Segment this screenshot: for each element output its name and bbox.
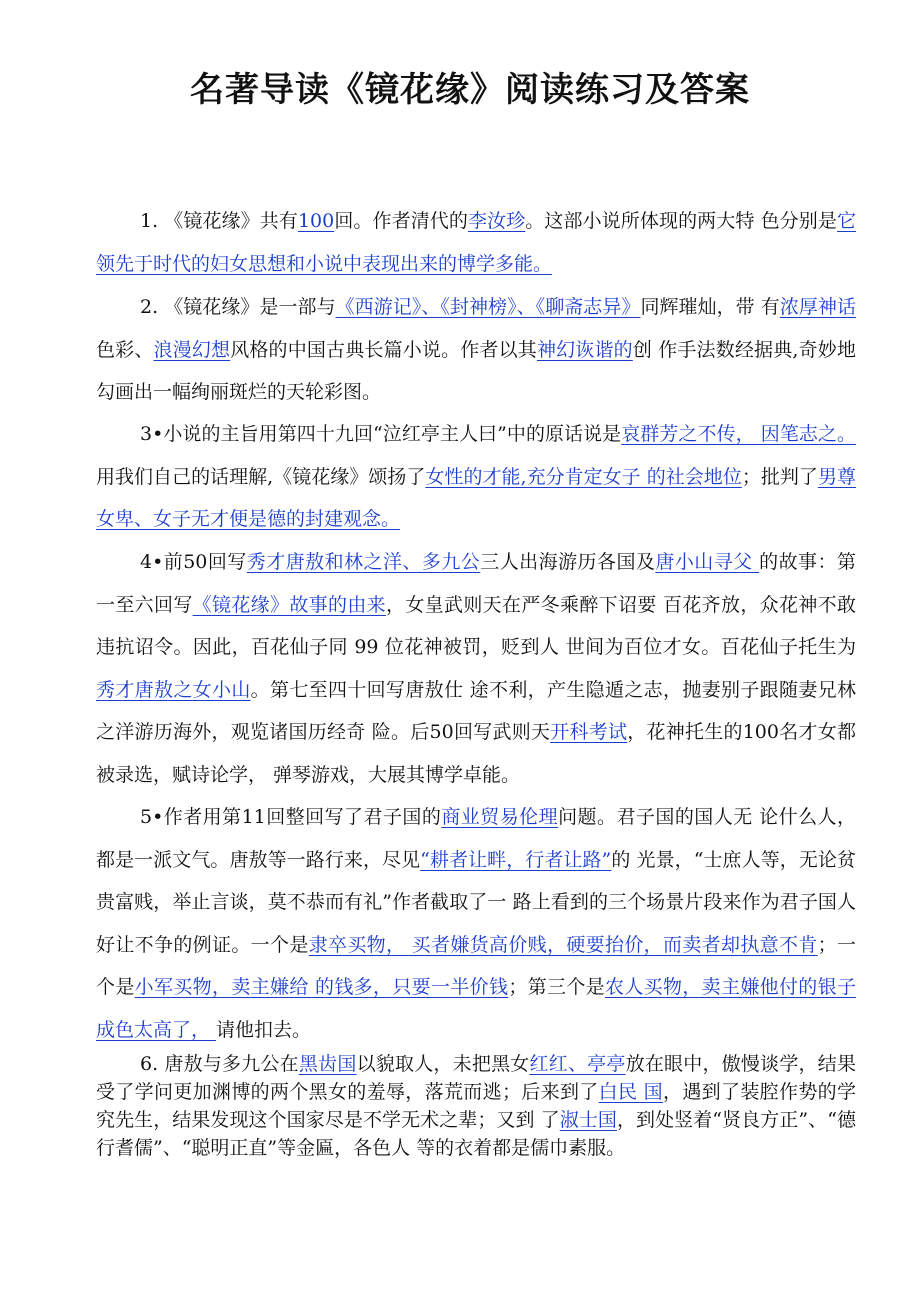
answer-text: 浓厚神话 — [779, 296, 856, 318]
answer-text: 神幻诙谐的 — [536, 338, 633, 361]
question-text: 用我们自己的话理解,《镜花缘》颂扬了 — [96, 465, 426, 488]
answer-text: 男尊女卑、女子无才便是德的封建观念。 — [96, 465, 856, 530]
question-text: ，到处竖着“贤良方正”、“德行耆儒”、“聪明正直”等金匾，各色人 等的衣着都是儒巾素服。 — [96, 1109, 856, 1159]
question-text: 6. 唐敖与多九公在 — [140, 1053, 299, 1075]
question-text: ，遇到了装腔作势的学究先生，结果发现这个国家尽是不学无术之辈；又到 了 — [96, 1081, 856, 1131]
question-text: 三人出海游历各国及 — [480, 551, 656, 573]
question-text: 的 光景，“士庶人等，无论贫贵富贱，举止言谈，莫不恭而有礼”作者截取了一 路上看到的三个场景片段来作为君子国人好让不争的例证。一个是 — [96, 848, 856, 956]
answer-text: 隶卒买物， 买者嫌货高价贱，硬要抬价，而卖者却执意不肯 — [308, 933, 818, 956]
question-text: ；一个是 — [96, 933, 856, 998]
answer-text: 李汝珍 — [468, 210, 526, 232]
question-text: 5•作者用第11回整回写了君子国的 — [140, 806, 442, 828]
answer-text: 农人买物，卖主嫌他付的银子成色太高了， — [96, 976, 856, 1041]
question-text: 风格的中国古典长篇小说。作者以其 — [230, 338, 537, 361]
answer-text: 《镜花缘》故事的由来 — [192, 593, 386, 616]
answer-text: 唐小山寻父 — [655, 551, 760, 573]
question-text: 放在眼中，傲慢谈学，结果受了学问更加渊博的两个黑女的羞辱，落荒而逃；后来到了 — [96, 1053, 856, 1103]
answer-text: 秀才唐敖和林之洋、多九公 — [246, 551, 481, 573]
question-text: ，花神托生的100名才女都被录选，赋诗论学， 弹琴游戏，大展其博学卓能。 — [96, 721, 856, 786]
answer-text: 秀才唐敖之女小山 — [96, 678, 251, 701]
answer-text: 《西游记》、《封神榜》、《聊斋志异》 — [335, 296, 641, 318]
question-text: 3•小说的主旨用第四十九回“泣红亭主人曰”中的原话说是 — [140, 423, 622, 445]
answer-text: “耕者让畔，行者让路” — [420, 848, 612, 871]
question-text: ，女皇武则天在严冬乘醉下诏要 百花齐放，众花神不敢违抗诏令。因此，百花仙子同 99 位花神被罚，贬到人 世间为百位才女。百花仙子托生为 — [96, 593, 856, 658]
answer-text: 小军买物，卖主嫌给 的钱多，只要一半价钱 — [134, 976, 509, 998]
answer-text: 黑齿国 — [298, 1053, 357, 1075]
question-text: 。这部小说所体现的两大特 色分别是 — [525, 210, 837, 232]
answer-text: 白民 国 — [598, 1081, 663, 1103]
answer-text: 淑士国 — [559, 1109, 617, 1131]
question-text: 创 作手法数经据典,奇妙地勾画出一幅绚丽斑烂的天轮彩图。 — [96, 338, 856, 403]
answer-text: 100 — [297, 210, 335, 232]
answer-text: 浪漫幻想 — [153, 338, 231, 361]
question-text: 以貌取人，未把黑女 — [356, 1053, 530, 1075]
question-text: ；批判了 — [741, 465, 818, 488]
question-text: 2. 《镜花缘》是一部与 — [140, 296, 336, 318]
question-text: ；第三个是 — [508, 976, 605, 998]
answer-text: 它领先于时代的妇女思想和小说中表现出来的博学多能。 — [96, 210, 856, 275]
answer-text: 开科考试 — [550, 721, 628, 743]
question-text: 同辉璀灿，带 有 — [640, 296, 780, 318]
question-text: 的故事：第一至六回写 — [96, 551, 856, 616]
answer-text: 女性的才能,充分肯定女子 的社会地位 — [425, 465, 742, 488]
page-title: 名著导读《镜花缘》阅读练习及答案 — [190, 70, 750, 110]
answer-text: 哀群芳之不传， 因笔志之。 — [621, 423, 856, 445]
question-text: 1. 《镜花缘》共有 — [140, 210, 298, 232]
question-text: 4•前50回写 — [140, 551, 247, 573]
question-paragraph — [96, 200, 856, 285]
question-text: 。第七至四十回写唐敖仕 途不利，产生隐遁之志，抛妻别子跟随妻兄林之洋游历海外，观览诸国历经奇 险。后50回写武则天 — [96, 678, 856, 743]
question-text: 问题。君子国的国人无 论什么人，都是一派文气。唐敖等一路行来，尽见 — [96, 806, 856, 871]
answer-text: 红红、亭亭 — [529, 1053, 626, 1075]
question-paragraph — [96, 1050, 856, 1162]
question-paragraph — [96, 541, 856, 796]
question-text: 请他扣去。 — [216, 1018, 312, 1041]
question-paragraph — [96, 286, 856, 414]
question-text: 回。作者清代的 — [334, 210, 468, 232]
question-text: 色彩、 — [96, 338, 154, 361]
answer-text: 商业贸易伦理 — [441, 806, 559, 828]
question-paragraph — [96, 413, 856, 541]
question-paragraph — [96, 796, 856, 1051]
